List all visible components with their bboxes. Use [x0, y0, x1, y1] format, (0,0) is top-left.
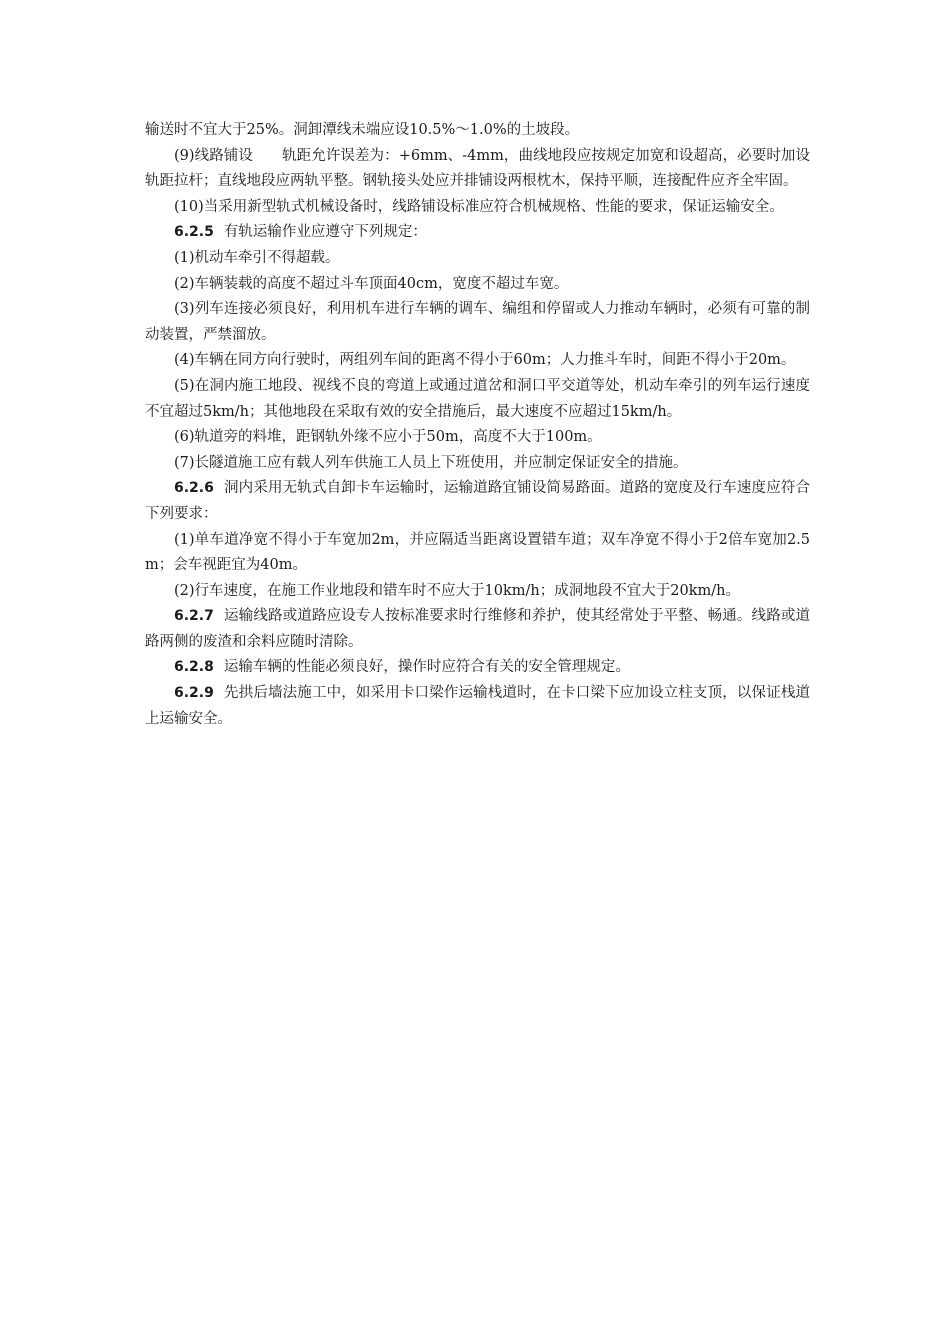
paragraph-text: 输送时不宜大于25%。洞卸潭线未端应设10.5%～1.0%的土坡段。	[145, 122, 580, 138]
paragraph-text: 运输线路或道路应设专人按标准要求时行维修和养护，使其经常处于平整、畅通。线路或道路两侧的废渣和余料应随时清除。	[145, 608, 810, 650]
paragraph-text: (3)列车连接必须良好，利用机车进行车辆的调车、编组和停留或人力推动车辆时，必须有可靠的制动装置，严禁溜放。	[145, 301, 810, 343]
clause-6-2-6	[145, 476, 810, 527]
paragraph-text: (2)行车速度，在施工作业地段和错车时不应大于10km/h；成洞地段不宜大于20km/h。	[174, 582, 740, 599]
paragraph-item-3	[145, 297, 810, 348]
paragraph-text: 有轨运输作业应遵守下列规定：	[223, 224, 427, 241]
paragraph-item-5	[145, 374, 810, 425]
paragraph-item-2	[145, 579, 810, 605]
paragraph-text: (1)单车道净宽不得小于车宽加2m，并应隔适当距离设置错车道；双车净宽不得小于2倍车宽加2.5m；会车视距宜为40m。	[145, 531, 810, 574]
paragraph-text: (9)线路铺设 轨距允许误差为：+6mm、-4mm，曲线地段应按规定加宽和设超高，必要时加设轨距拉杆；直线地段应两轨平整。钢轨接头处应并排铺设两根枕木，保持平顺，连接配件应齐全牢固。	[145, 147, 810, 190]
paragraph-item-1	[145, 528, 810, 579]
paragraph-text: 先拱后墙法施工中，如采用卡口梁作运输栈道时，在卡口梁下应加设立柱支顶，以保证栈道上运输安全。	[145, 685, 810, 727]
paragraph-item-1	[145, 246, 810, 272]
clause-number: 6.2.5	[174, 224, 214, 241]
paragraph-item-10	[145, 195, 810, 221]
paragraph-item-4	[145, 348, 810, 374]
clause-6-2-7	[145, 604, 810, 655]
paragraph-item-9	[145, 144, 810, 195]
paragraph-item-6	[145, 425, 810, 451]
clause-number: 6.2.8	[174, 659, 214, 676]
paragraph-text: (6)轨道旁的料堆，距钢轨外缘不应小于50m，高度不大于100m。	[174, 429, 602, 446]
paragraph-item-2	[145, 272, 810, 298]
clause-6-2-5	[145, 220, 810, 246]
clause-6-2-8	[145, 655, 810, 681]
paragraph-text: 洞内采用无轨式自卸卡车运输时，运输道路宜铺设简易路面。道路的宽度及行车速度应符合下列要求：	[145, 480, 810, 522]
paragraph-text: 运输车辆的性能必须良好，操作时应符合有关的安全管理规定。	[223, 659, 630, 676]
paragraph-text: (1)机动车牵引不得超载。	[174, 249, 340, 266]
paragraph-text: (5)在洞内施工地段、视线不良的弯道上或通过道岔和洞口平交道等处，机动车牵引的列车运行速度不宜超过5km/h；其他地段在采取有效的安全措施后，最大速度不应超过15km/h。	[145, 377, 810, 420]
clause-number: 6.2.9	[174, 685, 214, 702]
paragraph-text: (4)车辆在同方向行驶时，两组列车间的距离不得小于60m；人力推斗车时，间距不得小于20m。	[174, 352, 796, 369]
paragraph-text: (10)当采用新型轨式机械设备时，线路铺设标准应符合机械规格、性能的要求，保证运输安全。	[174, 198, 784, 215]
paragraph-item-7	[145, 451, 810, 477]
paragraph-continuation	[145, 118, 810, 144]
document-page	[145, 118, 810, 732]
clause-6-2-9	[145, 681, 810, 732]
clause-number: 6.2.6	[174, 480, 214, 497]
clause-number: 6.2.7	[174, 608, 214, 625]
paragraph-text: (2)车辆装载的高度不超过斗车顶面40cm，宽度不超过车宽。	[174, 275, 569, 292]
paragraph-text: (7)长隧道施工应有载人列车供施工人员上下班使用，并应制定保证安全的措施。	[174, 454, 688, 471]
